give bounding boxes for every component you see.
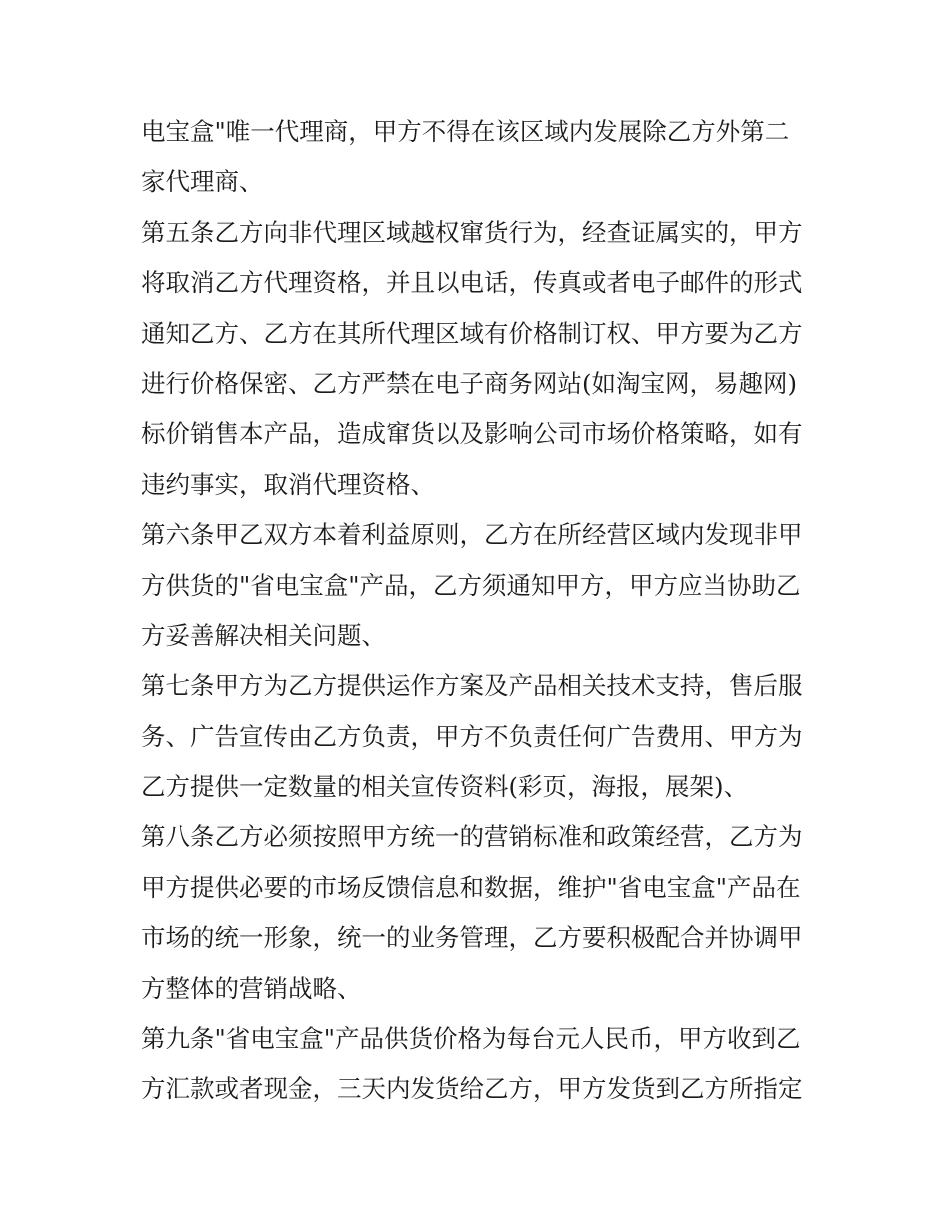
text-line: 甲方提供必要的市场反馈信息和数据，维护"省电宝盒"产品在 xyxy=(141,872,801,902)
text-line: 市场的统一形象，统一的业务管理，乙方要积极配合并协调甲 xyxy=(141,923,803,953)
text-line: 违约事实，取消代理资格、 xyxy=(141,469,435,499)
text-line: 家代理商、 xyxy=(141,167,264,197)
text-line: 方供货的"省电宝盒"产品，乙方须通知甲方，甲方应当协助乙 xyxy=(141,570,801,600)
text-line: 方妥善解决相关问题、 xyxy=(141,620,386,650)
text-line: 第七条甲方为乙方提供运作方案及产品相关技术支持，售后服 xyxy=(141,671,803,701)
text-line: 方汇款或者现金，三天内发货给乙方，甲方发货到乙方所指定 xyxy=(141,1074,803,1104)
text-line: 电宝盒"唯一代理商，甲方不得在该区域内发展除乙方外第二 xyxy=(141,117,790,146)
text-line: 将取消乙方代理资格，并且以电话，传真或者电子邮件的形式 xyxy=(141,268,803,298)
text-line: 通知乙方、乙方在其所代理区域有价格制订权、甲方要为乙方 xyxy=(141,318,803,348)
text-line: 乙方提供一定数量的相关宣传资料(彩页，海报，展架)、 xyxy=(141,772,749,802)
text-line: 第六条甲乙双方本着利益原则，乙方在所经营区域内发现非甲 xyxy=(141,520,803,550)
text-line: 方整体的营销战略、 xyxy=(141,973,362,1003)
text-line: 务、广告宣传由乙方负责，甲方不负责任何广告费用、甲方为 xyxy=(141,721,803,751)
document-body xyxy=(141,107,821,1115)
text-line: 第九条"省电宝盒"产品供货价格为每台元人民币，甲方收到乙 xyxy=(141,1024,801,1054)
text-line: 第八条乙方必须按照甲方统一的营销标准和政策经营，乙方为 xyxy=(141,822,803,852)
text-line: 进行价格保密、乙方严禁在电子商务网站(如淘宝网，易趣网) xyxy=(141,368,798,398)
text-line: 第五条乙方向非代理区域越权窜货行为，经查证属实的，甲方 xyxy=(141,217,803,247)
text-line: 标价销售本产品，造成窜货以及影响公司市场价格策略，如有 xyxy=(141,419,803,449)
